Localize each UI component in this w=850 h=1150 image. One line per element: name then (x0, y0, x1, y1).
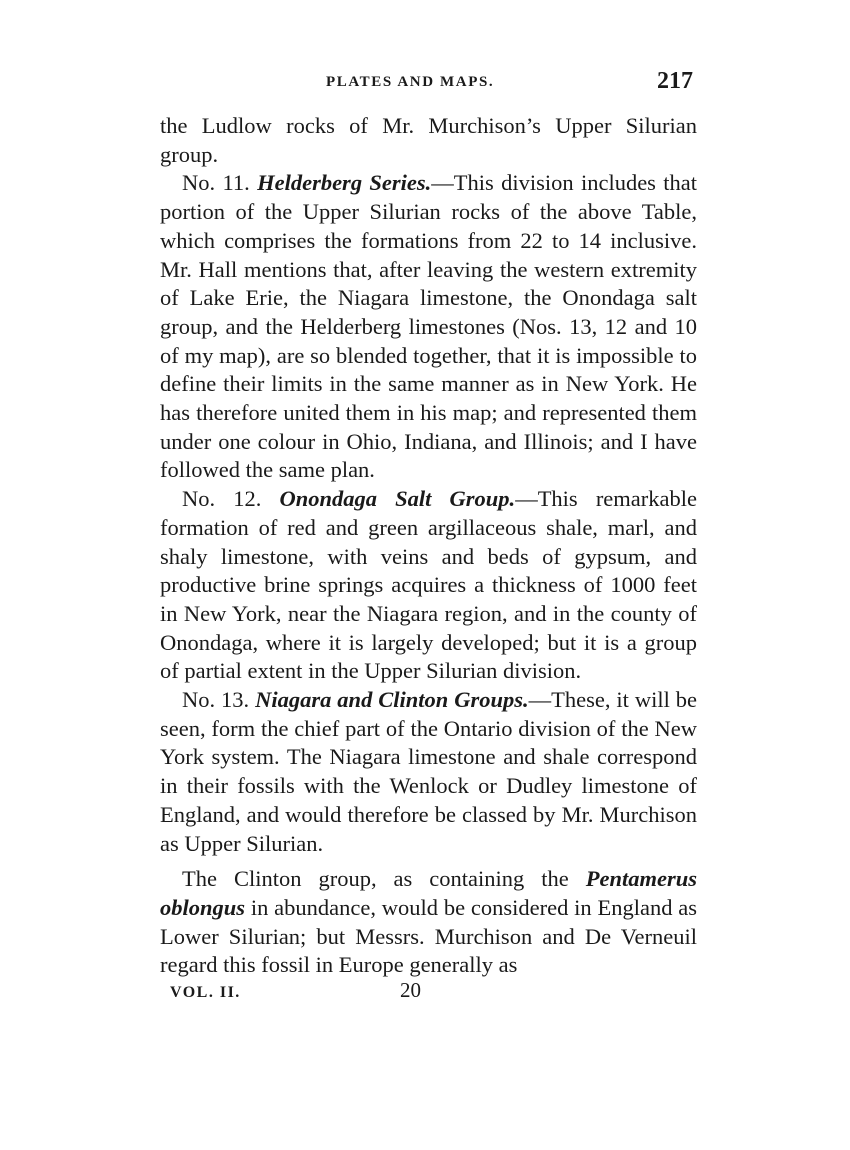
running-title: PLATES AND MAPS. (326, 74, 495, 90)
running-head (160, 62, 697, 98)
section-heading: Onondaga Salt Group. (279, 486, 516, 512)
species-name: Pentamerus oblongus (160, 866, 697, 920)
paragraph-text: the Ludlow rocks of Mr. Murchison’s Upper Silurian group. (160, 113, 697, 167)
paragraph-onondaga (160, 485, 697, 686)
section-number: No. 12. (182, 486, 262, 512)
paragraph-lead: The Clinton group, as containing the (182, 866, 586, 892)
paragraph-text: —This remarkable formation of red and green argillaceous shale, marl, and shaly limestone, with veins and beds of gypsum, and productive brine springs acquires a thickness of 1000 feet in New York, near the Niagara region, and in the county of Onondaga, where it is largely developed; but it is a group of partial extent in the Upper Silurian division. (160, 486, 697, 684)
signature-number: 20 (400, 978, 421, 1003)
paragraph-text: —These, it will be seen, form the chief part of the Ontario division of the New York system. The Niagara limestone and shale correspond in their fossils with the Wenlock or Dudley limestone of England, and would therefore be classed by Mr. Murchison as Upper Silurian. (160, 687, 698, 856)
paragraph-text: —This division includes that portion of the Upper Silurian rocks of the above Table, which comprises the formations from 22 to 14 inclusive. Mr. Hall mentions that, after leaving the western extremity of Lake Erie, the Niagara limestone, the Onondaga salt group, and the Helderberg limestones (Nos. 13, 12 and 10 of my map), are so blended together, that it is impossible to define their limits in the same manner as in New York. He has therefore united them in his map; and represented them under one colour in Ohio, Indiana, and Illinois; and I have followed the same plan. (160, 170, 698, 483)
section-heading: Helderberg Series. (257, 170, 432, 196)
body-text (160, 112, 697, 980)
section-number: No. 11. (182, 170, 250, 196)
paragraph-clinton-group (160, 865, 697, 980)
page-number: 217 (657, 68, 693, 94)
paragraph-text: in abundance, would be considered in England as Lower Silurian; but Messrs. Murchison and De Verneuil regard this fossil in Europe generally as (160, 894, 697, 978)
section-number: No. 13. (182, 687, 250, 713)
book-page (160, 62, 697, 1012)
paragraph-niagara-clinton (160, 686, 697, 858)
paragraph-helderberg (160, 169, 697, 485)
paragraph-ludlow (160, 112, 697, 169)
section-heading: Niagara and Clinton Groups. (255, 687, 529, 713)
volume-signature: VOL. II. (170, 984, 241, 1002)
page-footer (160, 978, 697, 1012)
